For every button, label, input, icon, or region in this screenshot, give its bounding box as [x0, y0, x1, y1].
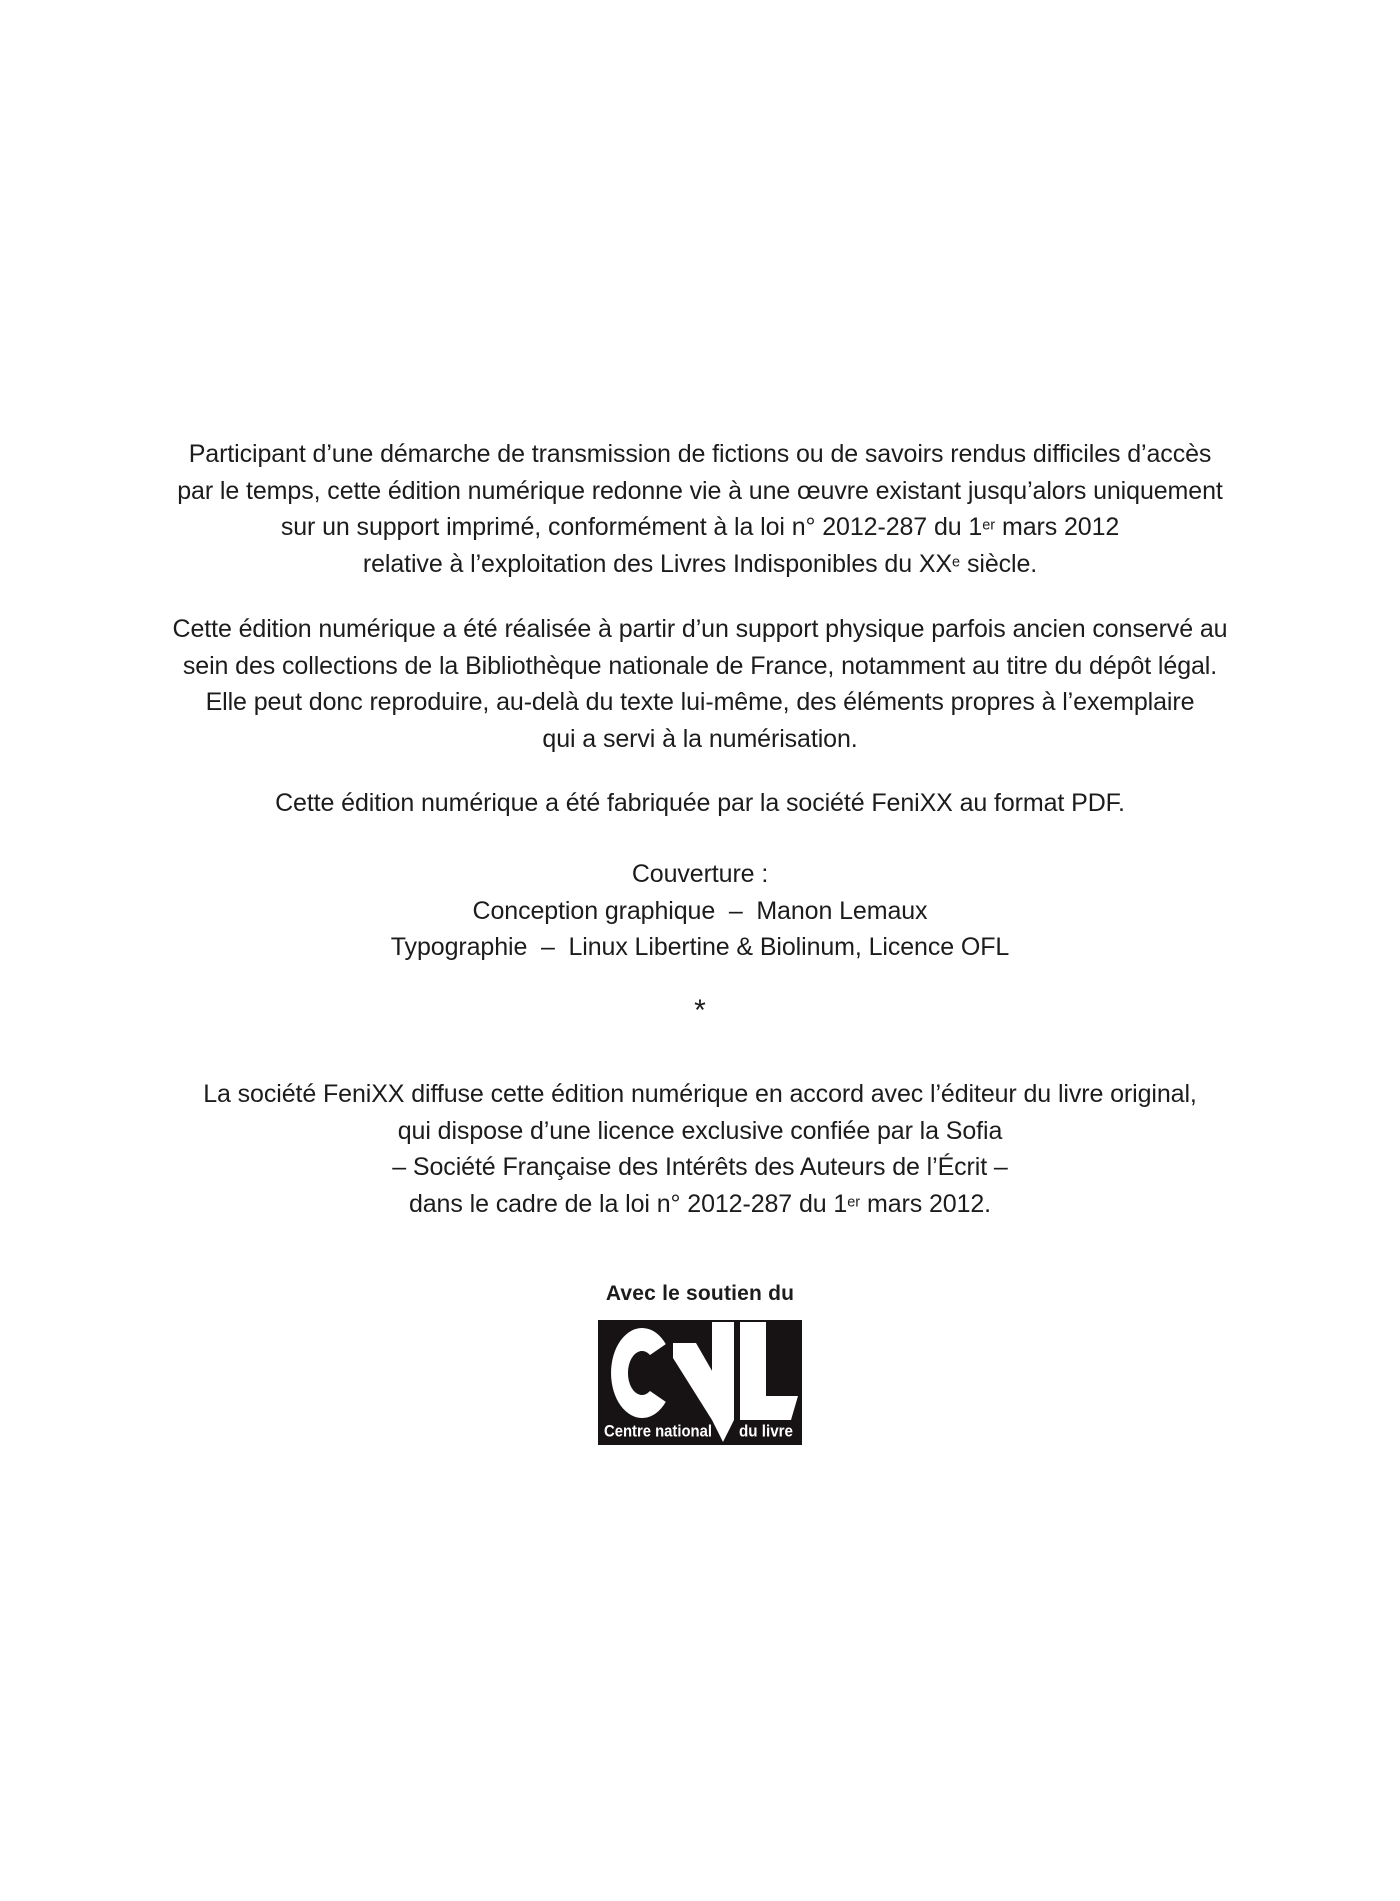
- p1-line4: [0, 546, 1400, 583]
- paragraph-legal-context: [0, 436, 1400, 582]
- text-run: Conception graphique – Manon Lemaux: [472, 896, 928, 925]
- text-run: – Société Française des Intérêts des Auteurs de l’Écrit –: [392, 1153, 1008, 1181]
- p1-line3: [0, 509, 1400, 546]
- cnl-caption-left: Centre national: [604, 1422, 712, 1441]
- text-run: La société FeniXX diffuse cette édition numérique en accord avec l’éditeur du livre original,: [203, 1080, 1197, 1108]
- cnl-logo-svg: [598, 1320, 802, 1445]
- p1-line2: [0, 473, 1400, 510]
- paragraph-diffusion-sofia: [0, 1076, 1400, 1222]
- p2-line4: [0, 721, 1400, 758]
- text-run: relative à l’exploitation des Livres Indisponibles du XX: [362, 549, 953, 578]
- text-run: Cette édition numérique a été réalisée à partir d’un support physique parfois ancien conservé au: [172, 615, 1228, 643]
- text-run: mars 2012: [995, 513, 1120, 541]
- p1-line1: [0, 436, 1400, 473]
- text-run: Avec le soutien du: [605, 1282, 795, 1305]
- superscript-e: e: [952, 554, 961, 570]
- text-run: mars 2012.: [860, 1189, 992, 1218]
- cnl-caption-right: du livre: [739, 1422, 793, 1441]
- superscript-er: er: [847, 1194, 861, 1210]
- text-run: qui a servi à la numérisation.: [542, 724, 858, 753]
- p5-line4: [0, 1186, 1400, 1223]
- text-run: Typographie – Linux Libertine & Biolinum, Licence OFL: [390, 933, 1010, 961]
- asterisk-separator: [0, 992, 1400, 1029]
- text-run: sur un support imprimé, conformément à la loi n° 2012-287 du 1: [280, 513, 983, 541]
- text-run: dans le cadre de la loi n° 2012-287 du 1: [408, 1189, 848, 1218]
- text-run: par le temps, cette édition numérique redonne vie à une œuvre existant jusqu’alors uniquement: [177, 476, 1223, 505]
- text-run: siècle.: [960, 549, 1038, 578]
- superscript-er: er: [982, 517, 996, 534]
- p2-line3: [0, 684, 1400, 721]
- text-run: Couverture :: [631, 860, 769, 888]
- text-run: Elle peut donc reproduire, au-delà du texte lui-même, des éléments propres à l’exemplaire: [205, 688, 1195, 716]
- cover-design-credit: [0, 893, 1400, 930]
- text-run: Cette édition numérique a été fabriquée par la société FeniXX au format PDF.: [275, 789, 1125, 817]
- p2-line1: [0, 611, 1400, 648]
- p5-line3: [0, 1149, 1400, 1186]
- support-label: [0, 1281, 1400, 1307]
- paragraph-fenixx-pdf: [0, 785, 1400, 822]
- cover-typography-credit: [0, 929, 1400, 966]
- p3-line1: [0, 785, 1400, 822]
- paragraph-source-bnf: [0, 611, 1400, 757]
- text-run: qui dispose d’une licence exclusive confiée par la Sofia: [397, 1116, 1003, 1145]
- asterisk-glyph: *: [694, 994, 706, 1027]
- p5-line1: [0, 1076, 1400, 1113]
- text-run: Participant d’une démarche de transmission de fictions ou de savoirs rendus difficiles d’accès: [188, 440, 1212, 468]
- cnl-logo: [598, 1320, 802, 1445]
- cover-title: [0, 856, 1400, 893]
- cnl-letter-n-stem: [712, 1322, 734, 1420]
- p2-line2: [0, 648, 1400, 685]
- p5-line2: [0, 1113, 1400, 1150]
- cover-credits-block: [0, 856, 1400, 966]
- text-run: sein des collections de la Bibliothèque nationale de France, notamment au titre du dépôt légal.: [182, 651, 1218, 680]
